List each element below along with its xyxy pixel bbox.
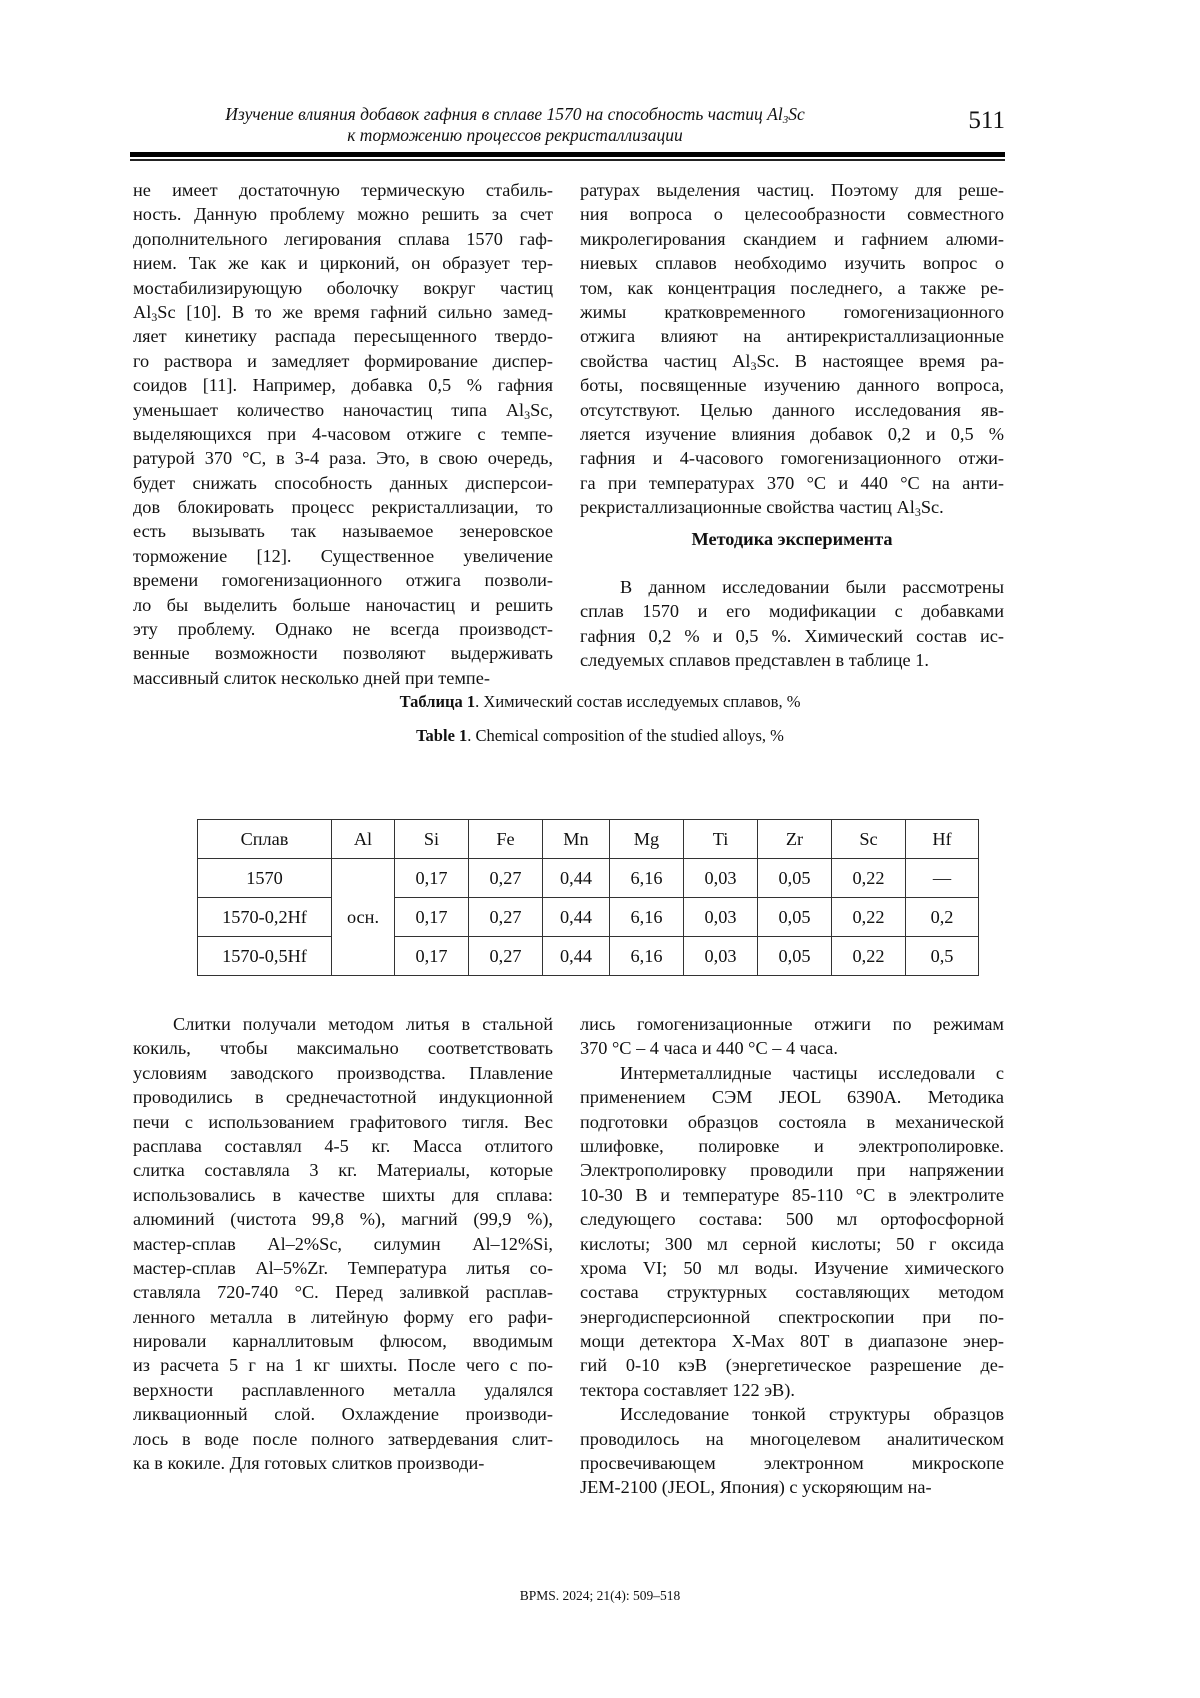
- value-cell: 0,44: [543, 937, 610, 976]
- value-cell: 0,27: [469, 937, 543, 976]
- value-cell: 0,44: [543, 859, 610, 898]
- text-line: гий 0-10 кэВ (энергетическое разрешение де-: [580, 1355, 1004, 1376]
- text-line: ратурой 370 °C, в 3-4 раза. Это, в свою очередь,: [133, 448, 553, 469]
- header-cell: Fe: [469, 820, 543, 859]
- text-line: [133, 398, 553, 422]
- text-line: ка в кокиле. Для готовых слитков производи-: [133, 1453, 485, 1474]
- text-line: применением СЭМ JEOL 6390A. Методика: [580, 1087, 1004, 1108]
- text-line: мощи детектора X-Max 80T в диапазоне энер-: [580, 1331, 1004, 1352]
- text-line: будет снижать способность данных дисперсои-: [133, 472, 553, 493]
- text-line: боты, посвященные изучению данного вопроса,: [580, 375, 1004, 396]
- value-cell: 0,44: [543, 898, 610, 937]
- text-line: следующего состава: 500 мл ортофосфорной: [580, 1209, 1004, 1230]
- journal-footer: BPMS. 2024; 21(4): 509–518: [519, 1588, 681, 1603]
- text-line: го раствора и замедляет формирование диспер-: [133, 350, 553, 371]
- subscript: 3: [151, 309, 158, 324]
- value-cell: 0,05: [758, 937, 832, 976]
- alloy-cell: 1570-0,2Hf: [198, 898, 332, 937]
- text-line: отжига влияют на антирекристаллизационные: [580, 326, 1004, 347]
- running-header: [130, 104, 1005, 164]
- text-line: слитка составляла 3 кг. Материалы, которые: [133, 1160, 553, 1181]
- value-cell: 0,17: [395, 859, 469, 898]
- value-cell: 0,05: [758, 898, 832, 937]
- text-line: проводилось на многоцелевом аналитическом: [580, 1428, 1004, 1449]
- text-line: ность. Данную проблему можно решить за счет: [133, 204, 553, 225]
- composition-table: [197, 819, 979, 976]
- right-column-intro: [580, 575, 1004, 673]
- text-line: сплав 1570 и его модификации с добавками: [580, 601, 1004, 622]
- subscript: 3: [524, 407, 531, 422]
- text-fragment: рекристаллизационные свойства частиц Al: [580, 497, 915, 518]
- text-line: отсутствуют. Целью данного исследования яв-: [580, 399, 1004, 420]
- text-line: дополнительного легирования сплава 1570 гаф-: [133, 228, 553, 249]
- text-line: массивный слиток несколько дней при темпе-: [133, 667, 490, 688]
- text-line: мастер-сплав Al–5%Zr. Температура литья со-: [133, 1257, 553, 1278]
- al-merged-cell: осн.: [332, 859, 395, 976]
- text-line: Исследование тонкой структуры образцов: [620, 1404, 1004, 1425]
- text-line: выделяющихся при 4-часовом отжиге с темпе-: [133, 423, 553, 444]
- header-cell: Hf: [906, 820, 979, 859]
- text-line: тектора составляет 122 эВ).: [580, 1379, 795, 1400]
- text-line: кислоты; 300 мл серной кислоты; 50 г оксида: [580, 1233, 1004, 1254]
- subscript: 3: [914, 505, 921, 520]
- section-heading-wrap: [580, 527, 1004, 551]
- table-row: [198, 937, 979, 976]
- table-caption-en-text: . Chemical composition of the studied alloys, %: [467, 726, 784, 745]
- text-fragment: Sc [10]. В то же время гафний сильно замед-: [157, 301, 553, 322]
- text-line: условиям заводского производства. Плавление: [133, 1062, 553, 1083]
- header-cell: Mg: [610, 820, 684, 859]
- text-line: времени гомогенизационного отжига позволи-: [133, 570, 553, 591]
- value-cell: 0,22: [832, 859, 906, 898]
- text-line: [580, 349, 1004, 373]
- text-line: кокиль, чтобы максимально соответствовать: [133, 1038, 553, 1059]
- text-line: [133, 300, 553, 324]
- table-header-row: [198, 820, 979, 859]
- value-cell: 6,16: [610, 859, 684, 898]
- table-caption-en-label: Table 1: [416, 726, 468, 745]
- table-row: [198, 859, 979, 898]
- text-line: ния вопроса о целесообразности совместного: [580, 204, 1004, 225]
- section-heading: Методика эксперимента: [691, 529, 893, 549]
- header-cell: Al: [332, 820, 395, 859]
- text-line: эту проблему. Однако не всегда производст-: [133, 619, 553, 640]
- value-cell: 0,22: [832, 898, 906, 937]
- text-line: ликвационный слой. Охлаждение производи-: [133, 1404, 553, 1425]
- text-line: проводились в среднечастотной индукционной: [133, 1087, 553, 1108]
- text-line: 370 °C – 4 часа и 440 °C – 4 часа.: [580, 1038, 838, 1059]
- subscript: 3: [750, 358, 757, 373]
- value-cell: 0,17: [395, 898, 469, 937]
- value-cell: 6,16: [610, 898, 684, 937]
- text-line: ниевых сплавов необходимо изучить вопрос о: [580, 253, 1004, 274]
- running-header-title: [130, 104, 900, 146]
- text-line: лось в воде после полного затвердевания слит-: [133, 1428, 553, 1449]
- text-line: JEM-2100 (JEOL, Япония) с ускоряющим на-: [580, 1477, 932, 1498]
- alloy-cell: 1570: [198, 859, 332, 898]
- text-line: дов блокировать процесс рекристаллизации, то: [133, 497, 553, 518]
- page-number: 511: [968, 107, 1005, 134]
- text-line: соидов [11]. Например, добавка 0,5 % гафния: [133, 375, 553, 396]
- text-fragment: Sc.: [920, 497, 944, 518]
- text-line: том, как концентрация последнего, а также ре-: [580, 277, 1004, 298]
- header-title-line1-end: Sc: [788, 104, 805, 124]
- header-title-line1: Изучение влияния добавок гафния в сплаве 1570 на способность частиц Al: [225, 104, 783, 124]
- header-cell: Mn: [543, 820, 610, 859]
- text-fragment: свойства частиц Al: [580, 350, 751, 371]
- text-line: не имеет достаточную термическую стабиль-: [133, 180, 553, 200]
- header-cell: Ti: [684, 820, 758, 859]
- text-line: нировали карналлитовым флюсом, вводимым: [133, 1331, 553, 1352]
- text-line: энергодисперсионной спектроскопии при по-: [580, 1306, 1004, 1327]
- text-line: Интерметаллидные частицы исследовали с: [620, 1062, 1004, 1083]
- text-line: есть вызывать так называемое зенеровское: [133, 521, 553, 542]
- text-line: подготовки образцов состояла в механической: [580, 1111, 1004, 1132]
- value-cell: 0,27: [469, 898, 543, 937]
- text-line: ляется изучение влияния добавок 0,2 и 0,5 %: [580, 423, 1004, 444]
- text-line: ленного металла в литейную форму его рафи-: [133, 1306, 553, 1327]
- right-column-top: [580, 178, 1004, 519]
- value-cell: 0,03: [684, 937, 758, 976]
- text-line: расплава составлял 4-5 кг. Масса отлитого: [133, 1135, 553, 1156]
- text-line: мастер-сплав Al–2%Sc, силумин Al–12%Si,: [133, 1233, 553, 1254]
- table-caption-en: [0, 726, 1200, 746]
- left-column-top: [133, 178, 553, 690]
- header-cell: Сплав: [198, 820, 332, 859]
- text-line: торможение [12]. Существенное увеличение: [133, 545, 553, 566]
- text-fragment: уменьшает количество наночастиц типа Al: [133, 399, 525, 420]
- header-cell: Zr: [758, 820, 832, 859]
- table-row: [198, 898, 979, 937]
- value-cell: 6,16: [610, 937, 684, 976]
- value-cell: 0,17: [395, 937, 469, 976]
- header-cell: Sc: [832, 820, 906, 859]
- table-caption-ru-text: . Химический состав исследуемых сплавов, %: [475, 692, 801, 711]
- text-line: лись гомогенизационные отжиги по режимам: [580, 1014, 1004, 1034]
- header-cell: Si: [395, 820, 469, 859]
- text-line: Электрополировку проводили при напряжении: [580, 1160, 1004, 1181]
- right-column-bottom: [580, 1012, 1004, 1500]
- text-line: шлифовке, полировке и электрополировке.: [580, 1135, 1004, 1156]
- text-line: гафния 0,2 % и 0,5 %. Химический состав ис-: [580, 625, 1004, 646]
- text-line: состава структурных составляющих методом: [580, 1282, 1004, 1303]
- value-cell: 0,03: [684, 898, 758, 937]
- text-line: [580, 495, 1004, 519]
- text-line: ло бы выделить больше наночастиц и решить: [133, 594, 553, 615]
- text-line: мостабилизирующую оболочку вокруг частиц: [133, 277, 553, 298]
- text-fragment: Sc,: [530, 399, 553, 420]
- text-line: венные возможности позволяют выдерживать: [133, 643, 553, 664]
- value-cell: 0,22: [832, 937, 906, 976]
- text-line: верхности расплавленного металла удалялся: [133, 1379, 553, 1400]
- value-cell: 0,5: [906, 937, 979, 976]
- text-line: 10-30 В и температуре 85-110 °C в электролите: [580, 1184, 1004, 1205]
- value-cell: 0,2: [906, 898, 979, 937]
- value-cell: 0,05: [758, 859, 832, 898]
- text-line: из расчета 5 г на 1 кг шихты. После чего с по-: [133, 1355, 553, 1376]
- value-cell: 0,03: [684, 859, 758, 898]
- text-line: ставляла 720-740 °C. Перед заливкой расплав-: [133, 1282, 553, 1303]
- text-line: В данном исследовании были рассмотрены: [620, 577, 1004, 597]
- text-line: микролегирования скандием и гафнием алюми-: [580, 228, 1004, 249]
- text-line: ратурах выделения частиц. Поэтому для реше-: [580, 180, 1004, 200]
- value-cell: —: [906, 859, 979, 898]
- text-line: использовались в качестве шихты для сплава:: [133, 1184, 553, 1205]
- text-line: жимы кратковременного гомогенизационного: [580, 301, 1004, 322]
- header-title-line2: к торможению процессов рекристаллизации: [347, 125, 683, 145]
- text-line: алюминий (чистота 99,8 %), магний (99,9 %),: [133, 1209, 553, 1230]
- text-line: следуемых сплавов представлен в таблице 1.: [580, 650, 929, 671]
- text-line: нием. Так же как и цирконий, он образует тер-: [133, 253, 553, 274]
- header-rule-thin: [130, 159, 1005, 161]
- text-line: гафния и 4-часового гомогенизационного отжи-: [580, 448, 1004, 469]
- left-column-bottom: [133, 1012, 553, 1475]
- text-line: га при температурах 370 °C и 440 °C на анти-: [580, 472, 1004, 493]
- header-rule-thick: [130, 152, 1005, 157]
- text-line: просвечивающем электронном микроскопе: [580, 1453, 1004, 1474]
- text-fragment: Sc. В настоящее время ра-: [756, 350, 1004, 371]
- table-caption-ru-label: Таблица 1: [399, 692, 476, 711]
- text-fragment: Al: [133, 301, 152, 322]
- text-line: ляет кинетику распада пересыщенного твердо-: [133, 326, 553, 347]
- header-title-subscript: 3: [782, 114, 789, 126]
- text-line: хрома VI; 50 мл воды. Изучение химического: [580, 1257, 1004, 1278]
- alloy-cell: 1570-0,5Hf: [198, 937, 332, 976]
- table-caption-ru: [0, 692, 1200, 712]
- value-cell: 0,27: [469, 859, 543, 898]
- text-line: печи с использованием графитового тигля. Вес: [133, 1111, 553, 1132]
- text-line: Слитки получали методом литья в стальной: [173, 1014, 553, 1034]
